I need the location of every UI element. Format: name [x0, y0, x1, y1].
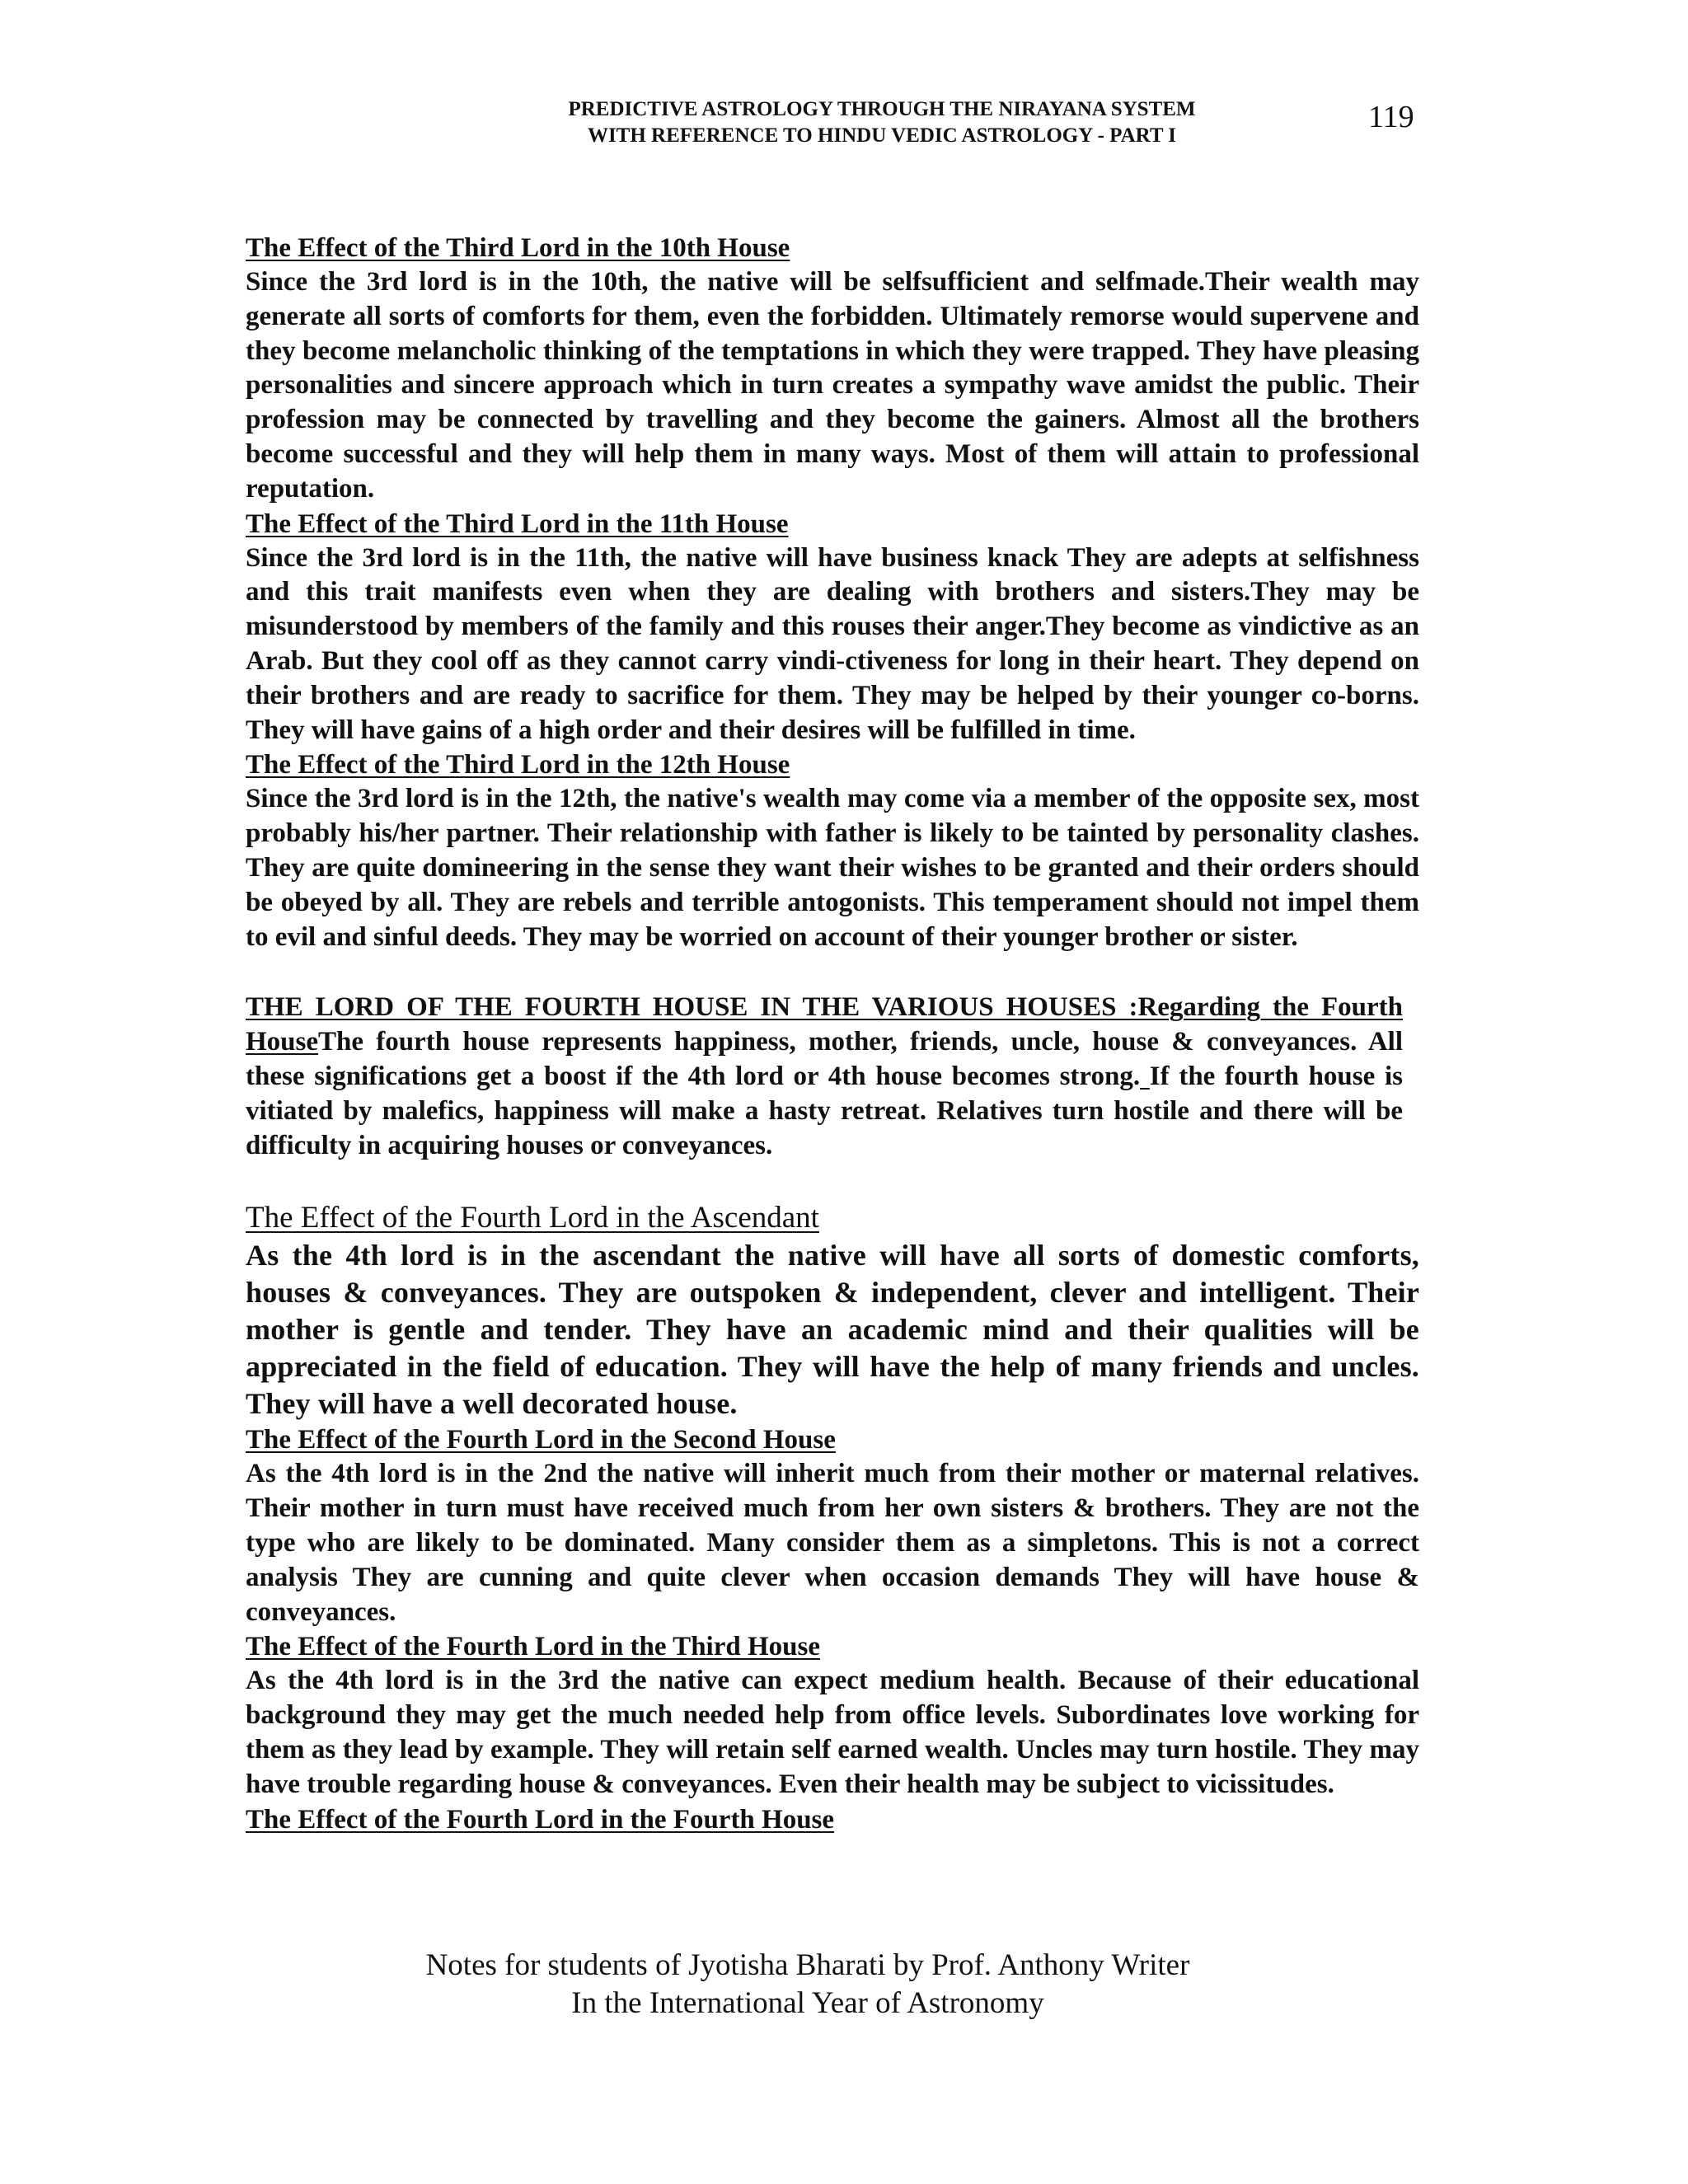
section-heading: The Effect of the Third Lord in the 11th House: [246, 509, 789, 539]
footer-line1: Notes for students of Jyotisha Bharati by Prof. Anthony Writer: [425, 1948, 1190, 1982]
section-fourth-lord-ascendant: [246, 1199, 1419, 1422]
header-title-line1: PREDICTIVE ASTROLOGY THROUGH THE NIRAYANA SYSTEM: [568, 98, 1196, 120]
footer-line2: In the International Year of Astronomy: [571, 1986, 1044, 2020]
section-heading: The Effect of the Third Lord in the 10th House: [246, 233, 790, 263]
section-body: Since the 3rd lord is in the 12th, the native's wealth may come via a member of the opposite sex, most probably his/her partner. Their relationship with father is likely to be tainted by personality clashes. They are quite domineering in the sense they want their wishes to be granted and their orders should be obeyed by all. They are rebels and terrible antogonists. This temperament should not impel them to evil and sinful deeds. They may be worried on account of their younger brother or sister.: [246, 784, 1419, 952]
page-footer: [247, 1947, 1368, 2022]
section-body: The fourth house represents happiness, mother, friends, uncle, house & conveyances. All these significations get a boost if the 4th lord or 4th house becomes strong.: [246, 1027, 1403, 1091]
section-fourth-lord-third: [246, 1629, 1419, 1802]
section-body: As the 4th lord is in the 3rd the native can expect medium health. Because of their educational background they may get the much needed help from office levels. Subordinates love working for them as they lead by example. They will retain self earned wealth. Uncles may turn hostile. They may have trouble regarding house & conveyances. Even their health may be subject to vicissitudes.: [246, 1666, 1419, 1799]
section-gap: [1140, 1062, 1150, 1091]
section-third-lord-12th: [246, 748, 1419, 954]
section-body: As the 4th lord is in the ascendant the native will have all sorts of domestic comforts, houses & conveyances. They are outspoken & independent, clever and intelligent. Their mother is gentle and tender. They have an academic mind and their qualities will be appreciated in the field of education. They will have the help of many friends and uncles. They will have a well decorated house.: [246, 1239, 1419, 1421]
header-title-line2: WITH REFERENCE TO HINDU VEDIC ASTROLOGY - PART I: [587, 124, 1177, 147]
section-fourth-lord-second: [246, 1422, 1419, 1629]
section-heading: The Effect of the Fourth Lord in the Ascendant: [246, 1201, 819, 1235]
section-heading: The Effect of the Fourth Lord in the Second House: [246, 1425, 836, 1455]
page-header: [247, 97, 1500, 163]
section-body-continued: If the fourth house is vitiated by malefics, happiness will make a hasty retreat. Relatives turn hostile and there will be difficulty in acquiring houses or conveyances.: [246, 1061, 1403, 1160]
page-number: 119: [1368, 100, 1414, 134]
section-body: Since the 3rd lord is in the 11th, the native will have business knack They are adepts at selfishness and this trait manifests even when they are dealing with brothers and sisters.They may be misunderstood by members of the family and this rouses their anger.They become as vindictive as an Arab. But they cool off as they cannot carry vindi-ctiveness for long in their heart. They depend on their brothers and are ready to sacrifice for them. They may be helped by their younger co-borns. They will have gains of a high order and their desires will be fulfilled in time.: [246, 542, 1419, 745]
section-fourth-lord-fourth: [246, 1802, 1419, 1837]
page-content: [246, 231, 1419, 1837]
section-third-lord-10th: [246, 231, 1419, 507]
section-fourth-house-intro: [246, 991, 1403, 1163]
section-heading: THE LORD OF THE FOURTH HOUSE IN THE VARIOUS HOUSES :Regarding the Fourth House: [246, 992, 1403, 1057]
section-heading: The Effect of the Third Lord in the 12th House: [246, 750, 790, 780]
section-third-lord-11th: [246, 507, 1419, 748]
section-body: As the 4th lord is in the 2nd the native will inherit much from their mother or maternal relatives. Their mother in turn must have received much from her own sisters & brothers. They are not the type who are likely to be dominated. Many consider them as a simpletons. This is not a correct analysis They are cunning and quite clever when occasion demands They will have house & conveyances.: [246, 1459, 1419, 1627]
section-heading: The Effect of the Fourth Lord in the Third House: [246, 1632, 820, 1662]
section-body: Since the 3rd lord is in the 10th, the native will be selfsufficient and selfmade.Their wealth may generate all sorts of comforts for them, even the forbidden. Ultimately remorse would supervene and they become melancholic thinking of the temptations in which they were trapped. They have pleasing personalities and sincere approach which in turn creates a sympathy wave amidst the public. Their profession may be connected by travelling and they become the gainers. Almost all the brothers become successful and they will help them in many ways. Most of them will attain to professional reputation.: [246, 267, 1419, 504]
section-heading: The Effect of the Fourth Lord in the Fourth House: [246, 1804, 835, 1835]
